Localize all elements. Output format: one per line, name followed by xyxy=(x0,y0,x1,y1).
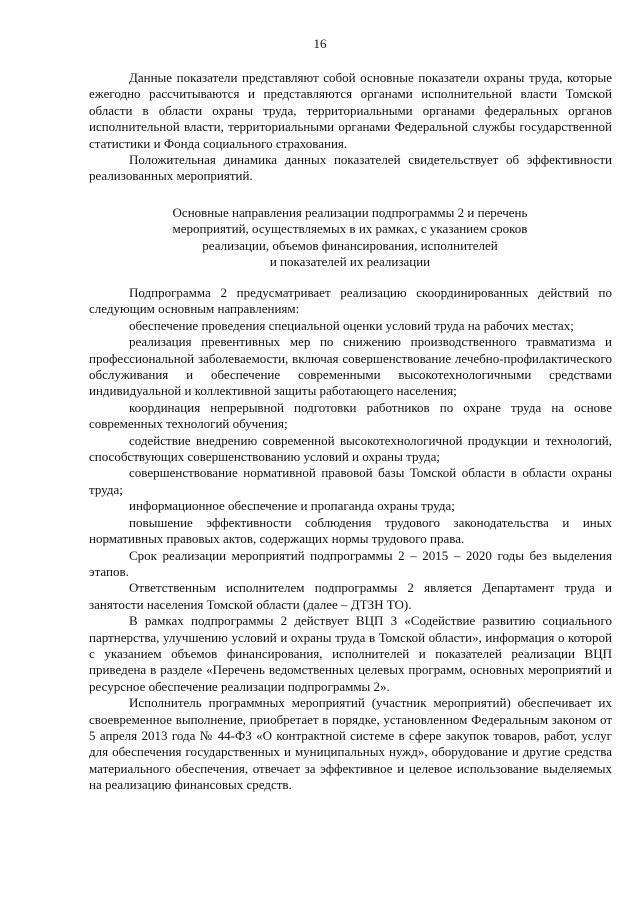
paragraph: Ответственным исполнителем подпрограммы 2 является Департамент труда и занятости населения Томской области (далее – ДТЗН ТО). xyxy=(89,580,612,612)
paragraph: Срок реализации мероприятий подпрограммы 2 – 2015 – 2020 годы без выделения этапов. xyxy=(89,547,612,579)
heading-line: и показателей их реализации xyxy=(269,254,431,270)
list-item: содействие внедрению современной высокотехнологичной продукции и технологий, способствующих совершенствованию условий и охраны труда; xyxy=(89,432,612,465)
list-item: реализация превентивных мер по снижению производственного травматизма и профессиональной заболеваемости, включая совершенствование лечебно-профилактического обслуживания и обеспечение современными высокотехнологичными средствами индивидуальной и коллективной защиты работающего населения; xyxy=(89,334,612,399)
page-number: 16 xyxy=(313,36,327,51)
paragraph: Данные показатели представляют собой основные показатели охраны труда, которые ежегодно рассчитываются и представляются органами исполнительной власти Томской области в области охраны труда, территориальными органами федеральных органов исполнительной власти, территориальными органами Федеральной службы государственной статистики и Фонда социального страхования. xyxy=(89,70,612,151)
paragraph: Положительная динамика данных показателей свидетельствует об эффективности реализованных мероприятий. xyxy=(89,152,612,184)
section-heading xyxy=(120,205,580,271)
heading-line: реализации, объемов финансирования, исполнителей xyxy=(202,237,498,253)
heading-line: мероприятий, осуществляемых в их рамках, с указанием сроков xyxy=(172,221,528,237)
paragraph: В рамках подпрограммы 2 действует ВЦП 3 «Содействие развитию социального партнерства, улучшению условий и охраны труда в Томской области», информация о которой с указанием объемов финансирования, исполнителей и показателей реализации ВЦП приведена в разделе «Перечень ведомственных целевых программ, основных мероприятий и ресурсное обеспечение реализации подпрограммы 2». xyxy=(89,613,612,694)
heading-line: Основные направления реализации подпрограммы 2 и перечень xyxy=(172,205,528,220)
intro-section xyxy=(89,70,612,185)
paragraph: Исполнитель программных мероприятий (участник мероприятий) обеспечивает их своевременное выполнение, приобретает в порядке, установленном Федеральным законом от 5 апреля 2013 года № 44-ФЗ «О контрактной системе в сфере закупок товаров, работ, услуг для обеспечения государственных и муниципальных нужд», оборудование и другие средства материального обеспечения, отвечает за эффективное и целевое использование выделяемых на реализацию финансовых средств. xyxy=(89,695,612,793)
list-item: совершенствование нормативной правовой базы Томской области в области охраны труда; xyxy=(89,465,612,497)
list-item: информационное обеспечение и пропаганда охраны труда; xyxy=(129,498,455,514)
list-item: повышение эффективности соблюдения трудового законодательства и иных нормативных правовых актов, содержащих нормы трудового права. xyxy=(89,514,612,547)
list-item: обеспечение проведения специальной оценки условий труда на рабочих местах; xyxy=(129,317,574,333)
paragraph: Подпрограмма 2 предусматривает реализацию скоординированных действий по следующим основным направлениям: xyxy=(89,285,612,317)
list-item: координация непрерывной подготовки работников по охране труда на основе современных технологий обучения; xyxy=(89,399,612,432)
body-section xyxy=(89,285,612,794)
